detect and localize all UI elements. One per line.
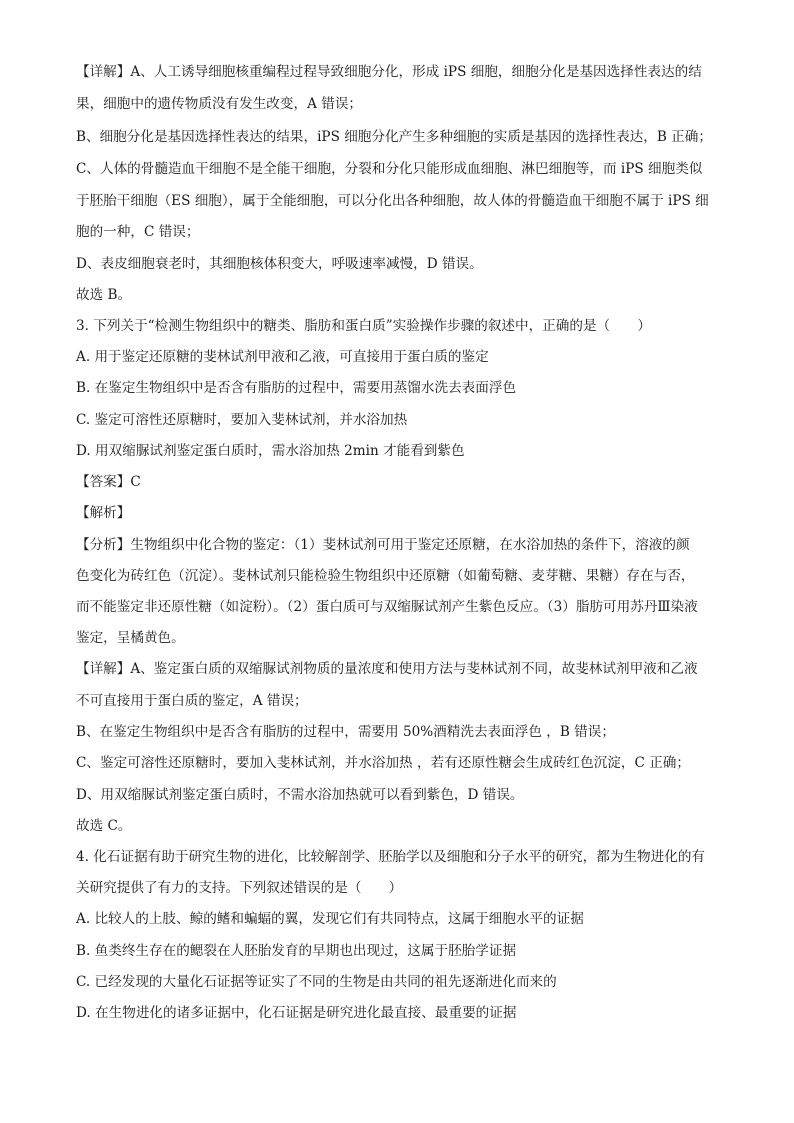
text-line: 于胚胎干细胞（ES 细胞），属于全能细胞，可以分化出各种细胞，故人体的骨髓造血干细胞不属于 iPS 细 — [76, 193, 709, 209]
text-line: D、表皮细胞衰老时，其细胞核体积变大，呼吸速率减慢，D 错误。 — [76, 256, 483, 272]
question-4-stem: 4. 化石证据有助于研究生物的进化，比较解剖学、胚胎学以及细胞和分子水平的研究，都为生物进化的有 — [76, 849, 706, 865]
text-line: 而不能鉴定非还原性糖（如淀粉）。（2）蛋白质可与双缩脲试剂产生紫色反应。（3）脂肪可用苏丹Ⅲ染液 — [76, 599, 698, 615]
option-a: A. 用于鉴定还原糖的斐林试剂甲液和乙液，可直接用于蛋白质的鉴定 — [76, 349, 489, 365]
option-a: A. 比较人的上肢、鲸的鳍和蝙蝠的翼，发现它们有共同特点，这属于细胞水平的证据 — [76, 911, 584, 927]
option-d: D. 用双缩脲试剂鉴定蛋白质时，需水浴加热 2min 才能看到紫色 — [76, 443, 465, 459]
text-line: D、用双缩脲试剂鉴定蛋白质时，不需水浴加热就可以看到紫色，D 错误。 — [76, 787, 524, 803]
option-d: D. 在生物进化的诸多证据中，化石证据是研究进化最直接、最重要的证据 — [76, 1005, 517, 1021]
text-line: B、在鉴定生物组织中是否含有脂肪的过程中，需要用 50%酒精洗去表面浮色 ，B 错误； — [76, 724, 615, 740]
text-line: 色变化为砖红色（沉淀）。斐林试剂只能检验生物组织中还原糖（如葡萄糖、麦芽糖、果糖）存在与否， — [76, 568, 695, 584]
analysis-label: 【解析】 — [76, 505, 131, 521]
text-line: 【分析】生物组织中化合物的鉴定：（1）斐林试剂可用于鉴定还原糖，在水浴加热的条件下，溶液的颜 — [76, 537, 690, 553]
option-c: C. 已经发现的大量化石证据等证实了不同的生物是由共同的祖先逐渐进化而来的 — [76, 974, 557, 990]
text-line: 故选 C。 — [76, 818, 132, 834]
answer-label: 【答案】C — [76, 474, 141, 490]
text-line: 【详解】A、人工诱导细胞核重编程过程导致细胞分化，形成 iPS 细胞，细胞分化是基因选择性表达的结 — [76, 64, 702, 80]
text-line: 鉴定，呈橘黄色。 — [76, 630, 185, 646]
option-b: B. 在鉴定生物组织中是否含有脂肪的过程中，需要用蒸馏水洗去表面浮色 — [76, 380, 517, 396]
text-line: 果，细胞中的遗传物质没有发生改变，A 错误； — [76, 96, 363, 112]
text-line: C、鉴定可溶性还原糖时，要加入斐林试剂，并水浴加热 ，若有还原性糖会生成砖红色沉淀，C 正确； — [76, 755, 690, 771]
question-3-stem: 3. 下列关于“检测生物组织中的糖类、脂肪和蛋白质”实验操作步骤的叙述中，正确的是（ ） — [76, 318, 651, 334]
text-line: 【详解】A、鉴定蛋白质的双缩脲试剂物质的量浓度和使用方法与斐林试剂不同，故斐林试剂甲液和乙液 — [76, 661, 698, 677]
text-line: 不可直接用于蛋白质的鉴定，A 错误； — [76, 693, 308, 709]
text-line: B、细胞分化是基因选择性表达的结果，iPS 细胞分化产生多种细胞的实质是基因的选择性表达，B 正确； — [76, 129, 712, 145]
option-c: C. 鉴定可溶性还原糖时，要加入斐林试剂，并水浴加热 — [76, 412, 408, 428]
option-b: B. 鱼类终生存在的鳃裂在人胚胎发育的早期也出现过，这属于胚胎学证据 — [76, 943, 517, 959]
text-line: C、人体的骨髓造血干细胞不是全能干细胞，分裂和分化只能形成血细胞、淋巴细胞等，而 iPS 细胞类似 — [76, 161, 703, 177]
text-line: 故选 B。 — [76, 287, 132, 303]
text-line: 胞的一种，C 错误； — [76, 224, 200, 240]
text-line: 关研究提供了有力的支持。下列叙述错误的是（ ） — [76, 880, 403, 896]
